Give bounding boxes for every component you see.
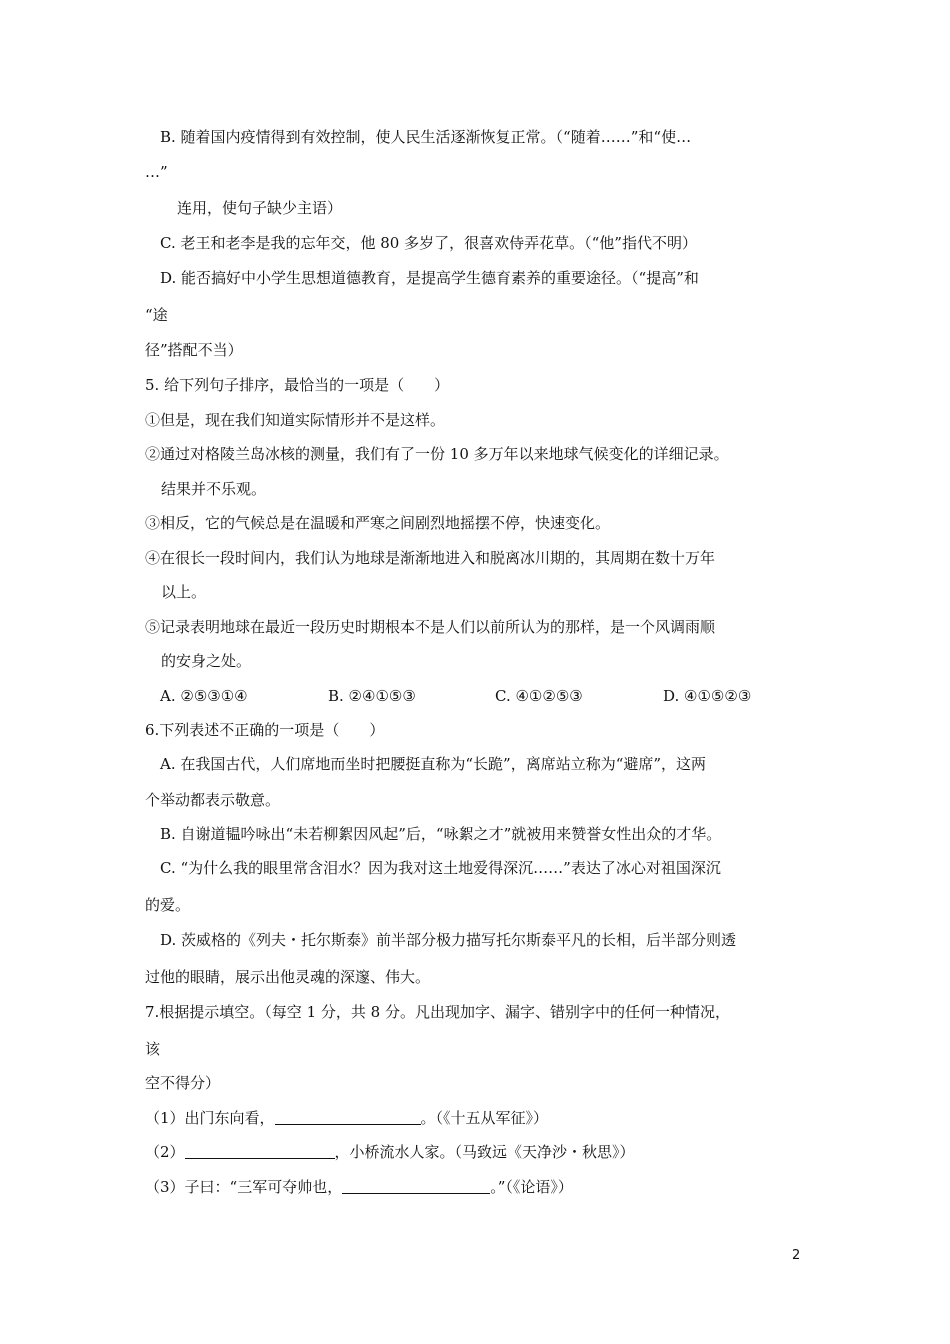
q6-option-b: B. 自谢道韫吟咏出“未若柳絮因风起”后，“咏絮之才”就被用来赞誉女性出众的才华。 — [160, 825, 722, 843]
q4-option-d-line2: “途 — [145, 306, 168, 324]
q6-option-c-line2: 的爱。 — [145, 896, 191, 914]
q7-item-1-prefix: （1）出门东向看， — [145, 1109, 275, 1127]
q5-sentence-2-line1: ②通过对格陵兰岛冰核的测量，我们有了一份 10 多万年以来地球气候变化的详细记录。 — [145, 445, 729, 463]
q5-sentence-4-line1: ④在很长一段时间内，我们认为地球是渐渐地进入和脱离冰川期的，其周期在数十万年 — [145, 549, 716, 567]
q5-option-a: A. ②⑤③①④ — [160, 687, 248, 705]
q5-sentence-5-line1: ⑤记录表明地球在最近一段历史时期根本不是人们以前所认为的那样，是一个风调雨顺 — [145, 618, 716, 636]
q4-option-b-line3: 连用，使句子缺少主语） — [177, 199, 343, 217]
q7-stem-line2: 该 — [145, 1040, 161, 1058]
q7-item-1 — [145, 1108, 548, 1128]
q5-option-d: D. ④①⑤②③ — [663, 687, 752, 705]
q7-item-3-prefix: （3）子曰：“三军可夺帅也， — [145, 1178, 343, 1196]
q5-sentence-1: ①但是，现在我们知道实际情形并不是这样。 — [145, 411, 446, 429]
q5-option-b: B. ②④①⑤③ — [328, 687, 416, 705]
q5-sentence-4-line2: 以上。 — [161, 583, 207, 601]
q7-item-2 — [145, 1142, 635, 1162]
q4-option-b-line2: …” — [145, 163, 168, 181]
q7-stem-line3: 空不得分） — [145, 1074, 221, 1092]
q7-stem: 7.根据提示填空。（每空 1 分，共 8 分。凡出现加字、漏字、错别字中的任何一种情况， — [145, 1003, 730, 1021]
q7-item-3-blank[interactable] — [342, 1179, 490, 1194]
q5-sentence-3: ③相反，它的气候总是在温暖和严寒之间剧烈地摇摆不停，快速变化。 — [145, 514, 611, 532]
q6-option-c-line1: C. “为什么我的眼里常含泪水？因为我对这土地爱得深沉……”表达了冰心对祖国深沉 — [160, 859, 721, 877]
q7-item-2-prefix: （2） — [145, 1143, 185, 1161]
q4-option-c: C. 老王和老李是我的忘年交，他 80 多岁了，很喜欢侍弄花草。（“他”指代不明） — [160, 234, 697, 252]
q7-item-2-blank[interactable] — [185, 1144, 335, 1159]
q6-option-a-line1: A. 在我国古代，人们席地而坐时把腰挺直称为“长跪”，离席站立称为“避席”，这两 — [160, 755, 707, 773]
q5-stem: 5. 给下列句子排序，最恰当的一项是（ ） — [145, 376, 450, 394]
q7-item-1-suffix: 。（《十五从军征》） — [420, 1109, 549, 1127]
q7-item-1-blank[interactable] — [275, 1110, 421, 1125]
q7-item-3 — [145, 1177, 573, 1197]
q6-option-d-line2: 过他的眼睛，展示出他灵魂的深邃、伟大。 — [145, 968, 431, 986]
page-number: 2 — [792, 1248, 801, 1263]
q4-option-d-line1: D. 能否搞好中小学生思想道德教育，是提高学生德育素养的重要途径。（“提高”和 — [160, 269, 699, 287]
q6-option-d-line1: D. 茨威格的《列夫・托尔斯泰》前半部分极力描写托尔斯泰平凡的长相，后半部分则透 — [160, 931, 737, 949]
q4-option-d-line3: 径”搭配不当） — [145, 341, 243, 359]
q5-option-c: C. ④①②⑤③ — [495, 687, 583, 705]
q7-item-2-suffix: ，小桥流水人家。（马致远《天净沙・秋思》） — [334, 1143, 635, 1161]
q6-stem: 6.下列表述不正确的一项是（ ） — [145, 721, 385, 739]
q6-option-a-line2: 个举动都表示敬意。 — [145, 791, 281, 809]
q5-sentence-2-line2: 结果并不乐观。 — [161, 480, 267, 498]
q7-item-3-suffix: 。”（《论语》） — [490, 1178, 573, 1196]
q5-sentence-5-line2: 的安身之处。 — [161, 652, 252, 670]
q4-option-b-line1: B. 随着国内疫情得到有效控制，使人民生活逐渐恢复正常。（“随着……”和“使… — [160, 128, 692, 146]
